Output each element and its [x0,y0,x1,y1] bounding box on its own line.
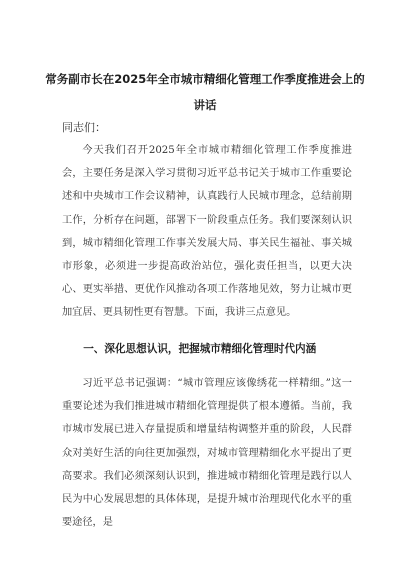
paragraph-section-1: 习近平总书记强调：“城市管理应该像绣花一样精细。”这一重要论述为我们推进城市精细化管理提供了根本遵循。当前，我市城市发展已进入存量提质和增量结构调整并重的阶段，人民群众对美好生活的向往更加强烈，对城市管理精细化水平提出了更高要求。我们必须深刻认识到，推进城市精细化管理是践行以人民为中心发展思想的具体体现，是提升城市治理现代化水平的重要途径，是 [62,378,352,529]
document-title: 常务副市长在2025年全市城市精细化管理工作季度推进会上的讲话 [45,72,365,112]
paragraph-intro: 今天我们召开2025年全市城市精细化管理工作季度推进会，主要任务是深入学习贯彻习近平总书记关于城市工作重要论述和中央城市工作会议精神，认真践行人民城市理念，总结前期工作，分析存在问题，部署下一阶段重点任务。我们要深刻认识到，城市精细化管理工作事关发展大局、事关民生福祉、事关城市形象，必须进一步提高政治站位，强化责任担当，以更大决心、更实举措、更优作风推动各项工作落地见效，努力让城市更加宜居、更具韧性更有智慧。下面，我讲三点意见。 [62,145,352,319]
section-heading-1: 一、深化思想认识，把握城市精细化管理时代内涵 [83,343,317,355]
salutation: 同志们： [62,121,106,134]
